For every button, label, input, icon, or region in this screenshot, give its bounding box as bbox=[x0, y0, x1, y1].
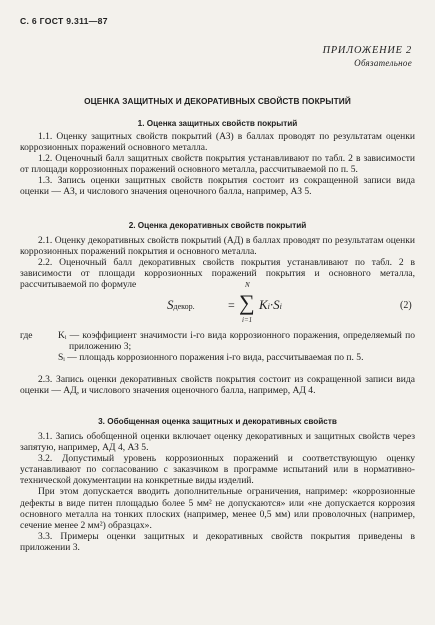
section3-heading: 3. Обобщенная оценка защитных и декоративных свойств bbox=[98, 417, 337, 426]
paragraph-3-2-note: При этом допускается вводить дополнительные ограничения, например: «коррозионные дефекты в виде питен площадью более 5 мм² не допускаются» или «не допускается коррозия основного металла на тонких плоских (например, менее 0,5 мм) или проволочных (например, сечение менее 2 мм²) образцах». bbox=[20, 486, 415, 531]
section2-body-bottom bbox=[20, 374, 415, 396]
section1-heading: 1. Оценка защитных свойств покрытий bbox=[137, 119, 298, 128]
section1-body bbox=[20, 131, 415, 198]
appendix-label bbox=[323, 44, 412, 70]
where-label: где bbox=[20, 330, 33, 341]
paragraph-3-1: 3.1. Запись обобщенной оценки включает оценку декоративных и защитных свойств через запятую, например, АД 4, АЗ 5. bbox=[20, 431, 415, 454]
appendix-status: Обязательное bbox=[354, 58, 412, 68]
main-title: ОЦЕНКА ЗАЩИТНЫХ И ДЕКОРАТИВНЫХ СВОЙСТВ ПОКРЫТИЙ bbox=[84, 96, 351, 106]
page-header: С. 6 ГОСТ 9.311—87 bbox=[20, 16, 108, 26]
appendix-title: ПРИЛОЖЕНИЕ 2 bbox=[322, 45, 412, 56]
definition-s: Sᵢ — площадь коррозионного поражения i-го вида, рассчитываемая по п. 5. bbox=[58, 352, 364, 364]
formula-equals: = bbox=[228, 298, 235, 312]
paragraph-2-2: 2.2. Оценочный балл декоративных свойств покрытия устанавливают по табл. 2 в зависимости от площади коррозионных поражений покрытия и основного металла, рассчитываемой по формуле bbox=[20, 257, 415, 291]
formula-2 bbox=[20, 279, 415, 329]
definitions bbox=[58, 330, 415, 363]
section3-body bbox=[20, 431, 415, 553]
sum-upper-limit: N bbox=[245, 281, 250, 289]
paragraph-1-3: 1.3. Запись оценки защитных свойств покрытия состоит из сокращенной записи вида оценки — АЗ, и числового значения оценочного балла, например, АЗ 5. bbox=[20, 175, 415, 198]
paragraph-1-1: 1.1. Оценку защитных свойств покрытий (АЗ) в баллах проводят по результатам оценки коррозионных поражений основного металла. bbox=[20, 131, 415, 154]
paragraph-3-3: 3.3. Примеры оценки защитных и декоративных свойств покрытия приведены в приложении 3. bbox=[20, 530, 415, 553]
sum-lower-limit: i=1 bbox=[242, 316, 253, 324]
sum-sign: ∑ bbox=[239, 290, 255, 315]
paragraph-2-3: 2.3. Запись оценки декоративных свойств покрытия состоит из сокращенной записи вида оценки — АД, и числового значения оценочного балла, например, АД 4. bbox=[20, 374, 415, 397]
formula-rhs: Ki·Si bbox=[259, 297, 282, 312]
paragraph-1-2: 1.2. Оценочный балл защитных свойств покрытия устанавливают по табл. 2 в зависимости от площади коррозионных поражений основного металла, рассчитываемой по п. 5. bbox=[20, 153, 415, 176]
paragraph-3-2: 3.2. Допустимый уровень коррозионных поражений и соответствующую оценку устанавливают по согласованию с заказчиком в программе испытаний или в нормативно-технической документации на конкретные виды изделий. bbox=[20, 453, 415, 487]
paragraph-2-1: 2.1. Оценку декоративных свойств покрытий (АД) в баллах проводят по результатам оценки коррозионных поражений покрытия и основного металла. bbox=[20, 235, 415, 258]
definition-k: Kᵢ — коэффициент значимости i-го вида коррозионного поражения, определяемый по приложению 3; bbox=[58, 330, 415, 353]
formula-lhs: Sдекор. bbox=[167, 297, 195, 312]
section2-heading: 2. Оценка декоративных свойств покрытий bbox=[128, 221, 307, 230]
formula-number: (2) bbox=[400, 300, 412, 311]
